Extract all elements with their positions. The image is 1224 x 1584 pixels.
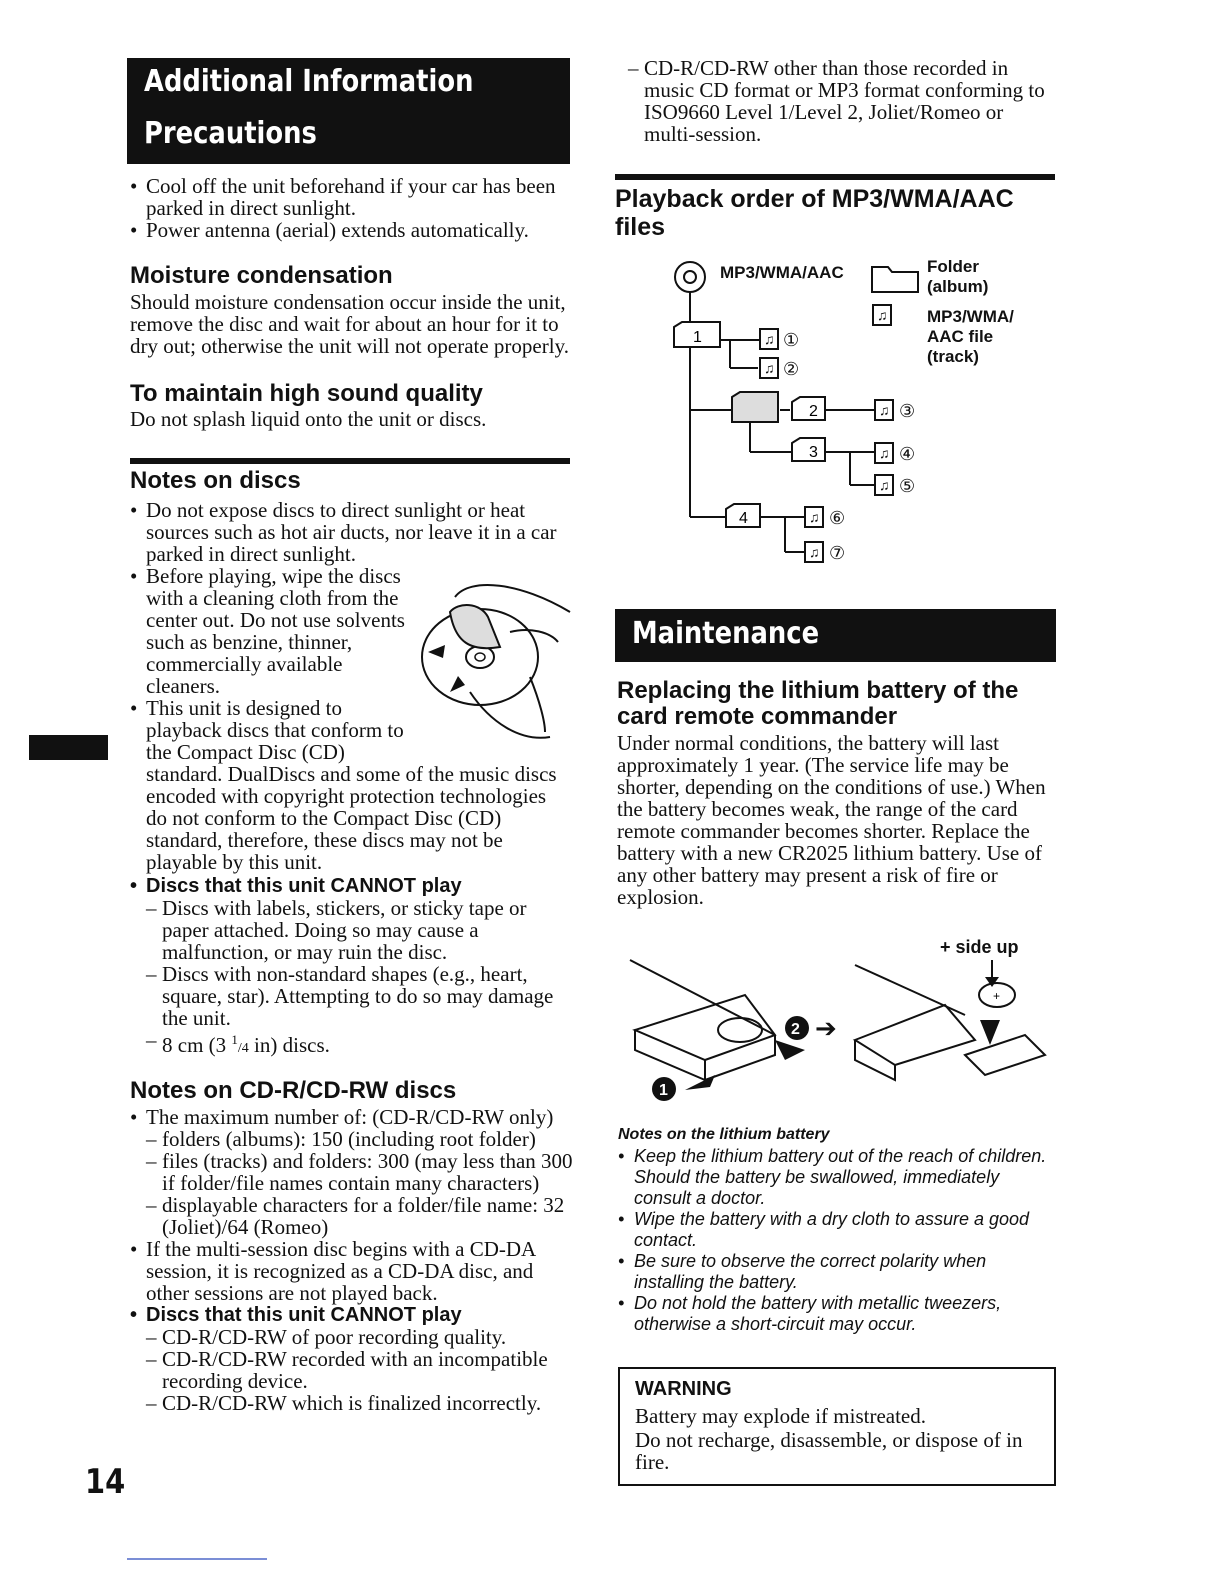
banner-title-precautions: Precautions: [144, 116, 317, 151]
page-number: 14: [85, 1462, 126, 1502]
playback-order-diagram: [660, 250, 1040, 570]
moisture-text: Should moisture condensation occur inside the unit, remove the disc and wait for about an hour for it to dry out; otherwise the unit will not operate properly.: [130, 290, 569, 358]
disc-cleaning-illustration: [410, 572, 575, 752]
list-item: – files (tracks) and folders: 300 (may less than 300 if folder/file names contain many characters): [146, 1150, 575, 1194]
list-item: – CD-R/CD-RW which is finalized incorrectly.: [146, 1392, 575, 1414]
legend-file: AAC file: [927, 327, 994, 346]
battery-replacement-illustration: [625, 955, 1055, 1105]
legend-folder: (album): [927, 277, 989, 296]
banner-title-additional: Additional Information: [144, 64, 474, 99]
precautions-list: [130, 175, 570, 241]
svg-text:♫: ♫: [879, 477, 890, 493]
folder-label: 1: [693, 329, 702, 346]
wipe-line: with a cleaning cloth from the: [146, 586, 399, 610]
folder-label: 4: [739, 510, 748, 527]
standard-line: playback discs that conform to: [146, 718, 404, 742]
sound-heading: To maintain high sound quality: [130, 380, 483, 407]
battery-text: Under normal conditions, the battery will last approximately 1 year. (The service life may be shorter, depending on the conditions of use.) When the battery becomes weak, the range of the card remote commander becomes shorter. Replace the battery with a new CR2025 lithium battery. Use of any other battery may present a risk of fire or explosion.: [617, 731, 1046, 909]
maintenance-title: Maintenance: [632, 616, 820, 651]
standard-line: This unit is designed to: [146, 696, 342, 720]
track-number: ⑤: [899, 476, 916, 496]
wipe-line: center out. Do not use solvents: [146, 608, 405, 632]
list-item: – Discs with non-standard shapes (e.g., heart, square, star). Attempting to do so may damage the unit.: [146, 963, 570, 1029]
discs-heading: Notes on discs: [130, 467, 301, 494]
svg-text:♫: ♫: [809, 509, 820, 525]
list-item: – displayable characters for a folder/file name: 32 (Joliet)/64 (Romeo): [146, 1194, 575, 1238]
cannot-play-heading: • Discs that this unit CANNOT play: [130, 875, 462, 897]
list-item: • Wipe the battery with a dry cloth to assure a good contact.: [618, 1209, 1058, 1251]
svg-text:♫: ♫: [764, 331, 775, 347]
step-two: 2: [791, 1021, 800, 1038]
wipe-line: Before playing, wipe the discs: [146, 564, 401, 588]
playback-heading: Playback order of MP3/WMA/AAC files: [615, 185, 1014, 241]
legend-file: (track): [927, 347, 979, 366]
warning-line: Do not recharge, disassemble, or dispose of in fire.: [635, 1428, 1023, 1474]
list-item: • If the multi-session disc begins with a CD-DA session, it is recognized as a CD-DA disc, and other sessions are not played back.: [130, 1238, 575, 1304]
root-label: MP3/WMA/AAC: [720, 263, 844, 282]
lithium-heading: Notes on the lithium battery: [618, 1126, 830, 1143]
list-item: – folders (albums): 150 (including root folder): [146, 1128, 575, 1150]
list-item: • Keep the lithium battery out of the reach of children. Should the battery be swallowed, immediately consult a doctor.: [618, 1146, 1058, 1209]
maintenance-banner: [615, 609, 1056, 662]
track-number: ③: [899, 401, 916, 421]
warning-box: [618, 1367, 1056, 1486]
cdr-section: [130, 1106, 575, 1414]
side-up-label: + side up: [940, 937, 1019, 957]
cdr-heading: Notes on CD-R/CD-RW discs: [130, 1077, 457, 1104]
track-number: ⑦: [829, 543, 846, 563]
warning-title: WARNING: [635, 1378, 732, 1400]
list-item: • Cool off the unit beforehand if your car has been parked in direct sunlight.: [130, 175, 570, 219]
list-item: • Do not hold the battery with metallic tweezers, otherwise a short-circuit may occur.: [618, 1293, 1058, 1335]
svg-text:♫: ♫: [877, 307, 888, 323]
standard-line: the Compact Disc (CD): [146, 740, 345, 764]
footer-link-line: [127, 1558, 267, 1560]
folder-label: 2: [809, 403, 818, 420]
list-item: – CD-R/CD-RW recorded with an incompatible recording device.: [146, 1348, 575, 1392]
header-banner: [127, 58, 570, 164]
cdr-cannot-heading: • Discs that this unit CANNOT play: [130, 1304, 462, 1326]
list-item: – CD-R/CD-RW other than those recorded in music CD format or MP3 format conforming to ISO9660 Level 1/Level 2, Joliet/Romeo or multi-session.: [628, 57, 1053, 145]
svg-text:♫: ♫: [879, 445, 890, 461]
legend-folder: Folder: [927, 257, 979, 276]
list-item: • Be sure to observe the correct polarity when installing the battery.: [618, 1251, 1058, 1293]
svg-text:♫: ♫: [764, 360, 775, 376]
legend-file: MP3/WMA/: [927, 307, 1014, 326]
moisture-heading: Moisture condensation: [130, 262, 393, 289]
list-item: • Power antenna (aerial) extends automatically.: [130, 219, 570, 241]
track-number: ①: [783, 330, 800, 350]
lithium-notes: [618, 1146, 1058, 1335]
list-item: – CD-R/CD-RW of poor recording quality.: [146, 1326, 575, 1348]
playback-rule: [615, 174, 1055, 180]
step-one: 1: [659, 1082, 668, 1099]
side-tab-marker: [29, 735, 108, 760]
cd-r-continued: [628, 57, 1053, 145]
track-number: ④: [899, 444, 916, 464]
list-item: • Do not expose discs to direct sunlight or heat sources such as hot air ducts, nor leave it in a car parked in direct sunlight.: [130, 499, 570, 565]
folder-label: 3: [809, 444, 818, 461]
sound-text: Do not splash liquid onto the unit or discs.: [130, 407, 487, 431]
track-number: ②: [783, 359, 800, 379]
plus-sign: +: [993, 989, 1001, 1003]
svg-text:♫: ♫: [809, 544, 820, 560]
wipe-line: commercially available: [146, 652, 343, 676]
warning-line: Battery may explode if mistreated.: [635, 1404, 926, 1428]
list-item: • The maximum number of: (CD-R/CD-RW only) – folders (albums): 150 (including root folder) – files (tracks) and folders: 300 (may less than 300 if folder/file names contain many characters) – displayable characters for a folder/file name: 32 (Joliet)/64 (Romeo): [130, 1106, 575, 1238]
wipe-line: cleaners.: [146, 674, 221, 698]
step-arrow-icon: ➔: [815, 1013, 837, 1043]
discs-rule: [130, 458, 570, 464]
wipe-line: such as benzine, thinner,: [146, 630, 353, 654]
battery-heading: Replacing the lithium battery of the card remote commander: [617, 677, 1019, 730]
svg-text:♫: ♫: [879, 402, 890, 418]
list-item: – Discs with labels, stickers, or sticky tape or paper attached. Doing so may cause a malfunction, or may ruin the disc.: [146, 897, 570, 963]
list-item-8cm: – 8 cm (3 $^1$/4 in) discs.: [146, 1029, 570, 1060]
track-number: ⑥: [829, 508, 846, 528]
standard-rest: standard. DualDiscs and some of the music discs encoded with copyright protection technologies do not conform to the Compact Disc (CD) standard, therefore, these discs may not be playable by this unit.: [146, 762, 557, 874]
